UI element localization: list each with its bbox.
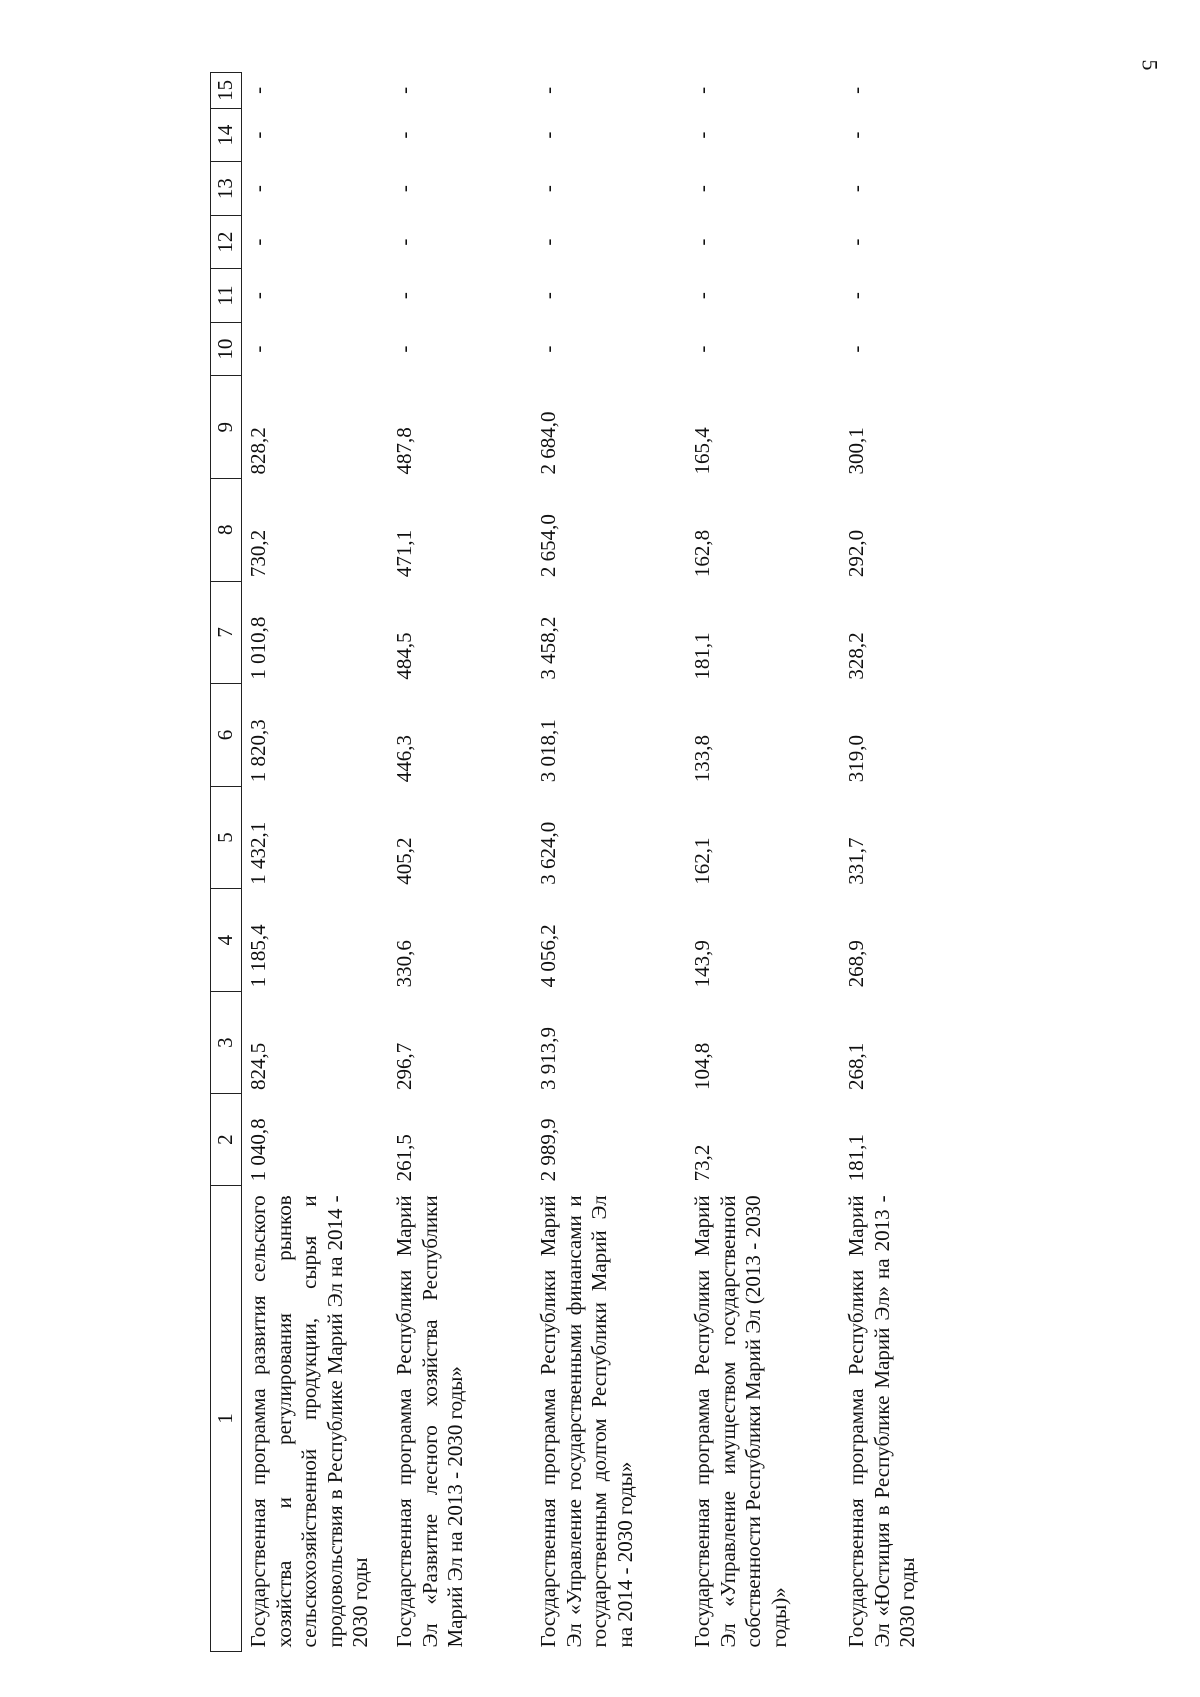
table-cell: 3 913,9 xyxy=(536,1026,560,1090)
table-cell: - xyxy=(844,345,868,353)
table-cell: 181,1 xyxy=(690,632,714,680)
col-header-9: 9 xyxy=(211,376,242,479)
table-cell: - xyxy=(246,86,270,94)
table-cell: - xyxy=(844,238,868,246)
table-cell: - xyxy=(690,292,714,300)
table-cell: - xyxy=(392,185,416,193)
program-name: Государственная программа Республики Марий Эл «Юстиция в Республике Марий Эл» на 2013 - 2030 годы xyxy=(844,1195,920,1648)
table-cell: 2 654,0 xyxy=(536,514,560,578)
col-header-15: 15 xyxy=(211,73,242,109)
table-cell: 268,1 xyxy=(844,1042,868,1090)
table-cell: - xyxy=(844,86,868,94)
program-name: Государственная программа Республики Марий Эл «Управление государственными финансами и государственным долгом Республики Марий Эл на 2014 - 2030 годы» xyxy=(536,1195,637,1648)
table-cell: 261,5 xyxy=(392,1134,416,1182)
table-cell: 2 989,9 xyxy=(536,1118,560,1182)
table-cell: - xyxy=(536,345,560,353)
col-header-5: 5 xyxy=(211,786,242,889)
table-cell: 133,8 xyxy=(690,734,714,783)
table-cell: 828,2 xyxy=(246,427,270,475)
program-name: Государственная программа развития сельского хозяйства и регулирования рынков сельскохозяйственной продукции, сырья и продовольствия в Республике Марий Эл на 2014 - 2030 годы xyxy=(246,1195,373,1648)
table-row xyxy=(242,73,389,1652)
page-number: 5 xyxy=(1137,59,1163,71)
table-cell: 3 458,2 xyxy=(536,616,560,680)
table-cell: 1 040,8 xyxy=(246,1118,270,1182)
col-header-8: 8 xyxy=(211,478,242,581)
col-header-2: 2 xyxy=(211,1094,242,1185)
table-cell: 1 432,1 xyxy=(246,821,270,885)
table-cell: 1 010,8 xyxy=(246,616,270,680)
table-cell: - xyxy=(536,238,560,246)
col-header-10: 10 xyxy=(211,322,242,376)
table-cell: - xyxy=(392,292,416,300)
table-cell: 328,2 xyxy=(844,632,868,680)
table-cell: - xyxy=(844,185,868,193)
table-row xyxy=(532,73,686,1652)
table-cell: - xyxy=(690,345,714,353)
table-cell: 1 185,4 xyxy=(246,924,270,988)
col-header-12: 12 xyxy=(211,215,242,269)
table-cell: - xyxy=(246,345,270,353)
table-cell: - xyxy=(392,345,416,353)
table-cell: 4 056,2 xyxy=(536,924,560,988)
table-cell: 162,1 xyxy=(690,837,714,885)
table-cell: 484,5 xyxy=(392,632,416,680)
table-cell: 73,2 xyxy=(690,1144,714,1182)
table-cell: 824,5 xyxy=(246,1042,270,1090)
table-cell: 3 018,1 xyxy=(536,719,560,783)
table-cell: - xyxy=(690,131,714,139)
col-header-7: 7 xyxy=(211,581,242,684)
table-cell: - xyxy=(392,238,416,246)
table-cell: 165,4 xyxy=(690,427,714,475)
table-cell: - xyxy=(536,185,560,193)
table-cell: 300,1 xyxy=(844,427,868,475)
program-name: Государственная программа Республики Марий Эл «Развитие лесного хозяйства Республики Марий Эл на 2013 - 2030 годы» xyxy=(392,1195,468,1648)
table-row xyxy=(840,73,964,1652)
table-cell: - xyxy=(536,131,560,139)
table-cell: 292,0 xyxy=(844,529,868,578)
table-cell: 730,2 xyxy=(246,529,270,578)
col-header-6: 6 xyxy=(211,684,242,787)
table-cell: 487,8 xyxy=(392,427,416,475)
table-cell: 319,0 xyxy=(844,734,868,783)
col-header-11: 11 xyxy=(211,269,242,323)
table-cell: - xyxy=(536,86,560,94)
col-header-4: 4 xyxy=(211,889,242,992)
table-cell: 162,8 xyxy=(690,529,714,578)
table-cell: 446,3 xyxy=(392,734,416,783)
table-cell: 296,7 xyxy=(392,1042,416,1090)
col-header-1: 1 xyxy=(211,1185,242,1651)
table-row xyxy=(388,73,532,1652)
table-cell: 330,6 xyxy=(392,940,416,988)
table-cell: - xyxy=(536,292,560,300)
rotated-table-container xyxy=(210,72,980,1652)
table-cell: - xyxy=(690,238,714,246)
table-cell: 143,9 xyxy=(690,940,714,988)
table-cell: 268,9 xyxy=(844,940,868,988)
program-name: Государственная программа Республики Марий Эл «Управление имуществом государственной собственности Республики Марий Эл (2013 - 2030 годы)» xyxy=(690,1195,791,1648)
table-row xyxy=(686,73,840,1652)
header-row xyxy=(211,73,242,1652)
table-cell: - xyxy=(392,131,416,139)
table-cell: 181,1 xyxy=(844,1134,868,1182)
table-cell: 331,7 xyxy=(844,837,868,885)
table-cell: - xyxy=(392,86,416,94)
table-cell: - xyxy=(844,292,868,300)
table-cell: - xyxy=(246,185,270,193)
table-cell: - xyxy=(844,131,868,139)
table-cell: 405,2 xyxy=(392,837,416,885)
table-cell: - xyxy=(246,131,270,139)
table-cell: - xyxy=(690,185,714,193)
table-cell: 471,1 xyxy=(392,529,416,578)
table-cell: 3 624,0 xyxy=(536,821,560,885)
table-cell: - xyxy=(246,238,270,246)
col-header-14: 14 xyxy=(211,108,242,162)
table-cell: 104,8 xyxy=(690,1042,714,1090)
table-cell: 1 820,3 xyxy=(246,719,270,783)
programs-table xyxy=(210,72,964,1652)
col-header-13: 13 xyxy=(211,162,242,216)
col-header-3: 3 xyxy=(211,991,242,1094)
table-cell: - xyxy=(690,86,714,94)
table-cell: 2 684,0 xyxy=(536,411,560,475)
table-cell: - xyxy=(246,292,270,300)
